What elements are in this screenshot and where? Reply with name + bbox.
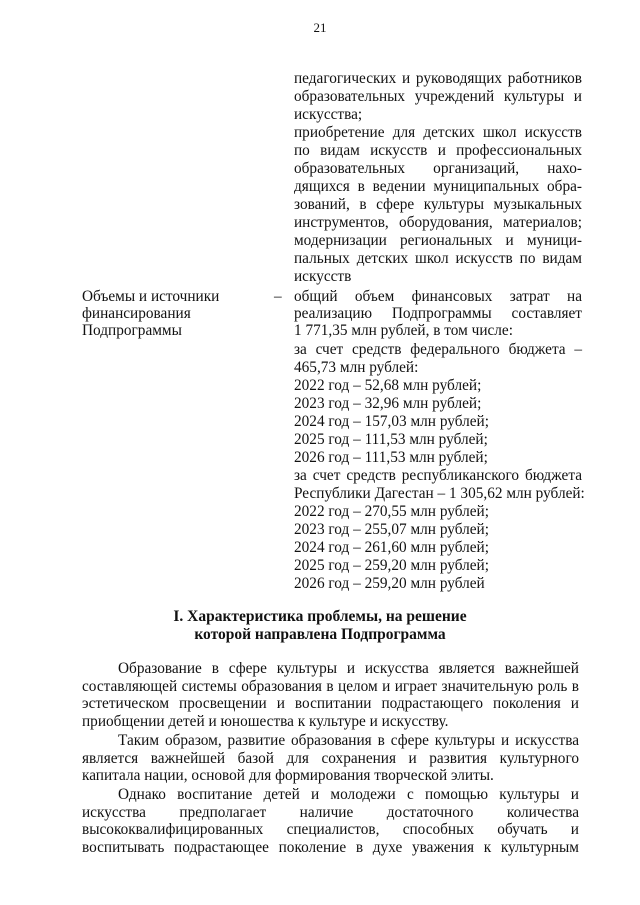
label-line: финансирования: [82, 305, 191, 322]
section-heading-line-2: которой направлена Подпрограмма: [194, 626, 446, 643]
text-line: модернизации региональных и муници-: [294, 232, 582, 249]
funding-line: 465,73 млн рублей:: [294, 359, 419, 376]
paragraph-line: высококвалифицированных специалистов, способных обучать и: [82, 821, 579, 839]
text-line: образовательных учреждений культуры и: [294, 88, 582, 105]
text-line: дящихся в ведении муниципальных обра-: [294, 178, 582, 195]
paragraph-line: капитала нации, основой для формирования творческой элиты.: [82, 767, 494, 785]
funding-line: 2024 год – 157,03 млн рублей;: [294, 413, 489, 430]
page-number: 21: [313, 20, 327, 35]
funding-line: 2023 год – 255,07 млн рублей;: [294, 521, 489, 538]
funding-line: общий объем финансовых затрат на: [294, 288, 582, 305]
paragraph: [82, 732, 579, 785]
funding-line: реализацию Подпрограммы составляет: [294, 305, 582, 322]
text-line: пальных детских школ искусств по видам: [294, 250, 582, 267]
paragraph-line: воспитывать подрастающее поколение в духе уважения к культурным: [82, 838, 579, 856]
section-heading-line-1: I. Характеристика проблемы, на решение: [173, 608, 467, 625]
text-line: искусства;: [294, 106, 363, 123]
paragraph-line: эстетическом просвещении и воспитании подрастающего поколения и: [82, 695, 579, 713]
paragraph-line: приобщении детей и юношества к культуре и искусству.: [82, 712, 449, 730]
funding-line: 2025 год – 259,20 млн рублей;: [294, 557, 489, 574]
paragraph-line: Таким образом, развитие образования в сфере культуры и искусства: [118, 732, 579, 749]
funding-line: 1 771,35 млн рублей, в том числе:: [294, 322, 513, 339]
paragraph-line: составляющей системы образования в целом и играет значительную роль в: [82, 677, 579, 695]
funding-line: Республики Дагестан – 1 305,62 млн рублей:: [294, 485, 585, 502]
funding-line: за счет средств республиканского бюджета: [294, 467, 582, 484]
funding-line: 2022 год – 270,55 млн рублей;: [294, 503, 489, 520]
funding-line: 2026 год – 111,53 млн рублей;: [294, 449, 488, 466]
funding-line: 2025 год – 111,53 млн рублей;: [294, 431, 488, 448]
paragraph-line: является важнейшей базой для сохранения и развития культурного: [82, 749, 579, 767]
funding-line: 2023 год – 32,96 млн рублей;: [294, 395, 482, 412]
text-line: педагогических и руководящих работников: [294, 70, 582, 87]
funding-line: 2022 год – 52,68 млн рублей;: [294, 377, 482, 394]
text-line: по видам искусств и профессиональных: [294, 142, 582, 159]
dash-separator: –: [274, 288, 282, 305]
paragraph-line: Образование в сфере культуры и искусства является важнейшей: [118, 660, 579, 677]
funding-line: за счет средств федерального бюджета –: [294, 341, 582, 358]
paragraph: [82, 786, 579, 856]
paragraph: [82, 660, 579, 730]
paragraph-line: Однако воспитание детей и молодежи с помощью культуры и: [118, 786, 579, 803]
text-line: приобретение для детских школ искусств: [294, 124, 582, 141]
funding-label: [82, 288, 219, 339]
label-line: Подпрограммы: [82, 322, 182, 339]
text-line: зований, в сфере культуры музыкальных: [294, 196, 582, 213]
funding-line: 2026 год – 259,20 млн рублей: [294, 575, 485, 592]
funding-line: 2024 год – 261,60 млн рублей;: [294, 539, 489, 556]
text-line: инструментов, оборудования, материалов;: [294, 214, 582, 231]
label-line: Объемы и источники: [82, 288, 220, 305]
paragraph-line: искусства предполагает наличие достаточного количества: [82, 803, 579, 821]
text-line: искусств: [294, 268, 352, 285]
text-line: образовательных организаций, нахо-: [294, 160, 582, 177]
